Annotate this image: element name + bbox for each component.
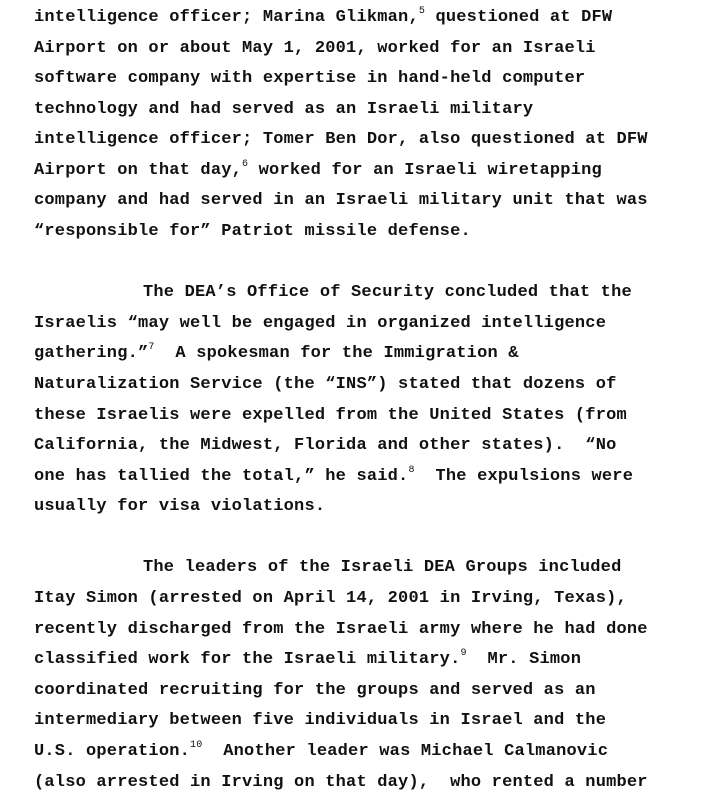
text-line: intermediary between five individuals in Israel and the xyxy=(34,711,607,730)
text-line: Airport on or about May 1, 2001, worked for an Israeli xyxy=(34,39,596,58)
text-line: coordinated recruiting for the groups and served as an xyxy=(34,681,596,700)
footnote-ref[interactable]: 10 xyxy=(190,740,203,751)
text-line: software company with expertise in hand-held computer xyxy=(34,69,586,88)
text-line: California, the Midwest, Florida and other states). “No xyxy=(34,436,617,455)
text-line: recently discharged from the Israeli army where he had done xyxy=(34,620,648,639)
text-line: (also arrested in Irving on that day), who rented a number xyxy=(34,773,648,792)
footnote-ref[interactable]: 8 xyxy=(408,465,415,476)
text-line: Israelis “may well be engaged in organized intelligence xyxy=(34,314,607,333)
text-line: Airport on that day,$^6$ worked for an Israeli wiretapping xyxy=(34,159,602,180)
text-line: U.S. operation.$^{10}$ Another leader was Michael Calmanovic xyxy=(34,740,609,761)
text-line: gathering.”$^7$ A spokesman for the Immigration & xyxy=(34,342,519,363)
paragraph-start: The leaders of the Israeli DEA Groups included xyxy=(143,558,622,577)
footnote-ref[interactable]: 7 xyxy=(148,342,155,353)
footnote-ref[interactable]: 5 xyxy=(418,6,426,17)
text-line: Naturalization Service (the “INS”) stated that dozens of xyxy=(34,375,617,394)
footnote-ref[interactable]: 6 xyxy=(242,159,249,170)
text-line: one has tallied the total,” he said.$^8$ The expulsions were xyxy=(34,465,634,486)
text-line: technology and had served as an Israeli military xyxy=(34,100,534,119)
text-line: classified work for the Israeli military.$^9$ Mr. Simon xyxy=(34,648,582,669)
text-line: company and had served in an Israeli military unit that was xyxy=(34,191,648,210)
text-line: usually for visa violations. xyxy=(34,497,326,516)
text-line: intelligence officer; Tomer Ben Dor, also questioned at DFW xyxy=(34,130,648,149)
text-line: intelligence officer; Marina Glikman,$^5$ questioned at DFW xyxy=(34,6,613,27)
paragraph-start: The DEA’s Office of Security concluded that the xyxy=(143,283,632,302)
text-line: “responsible for” Patriot missile defense. xyxy=(34,222,471,241)
text-line: Itay Simon (arrested on April 14, 2001 in Irving, Texas), xyxy=(34,589,627,608)
text-line: these Israelis were expelled from the United States (from xyxy=(34,406,627,425)
footnote-ref[interactable]: 9 xyxy=(460,648,467,659)
